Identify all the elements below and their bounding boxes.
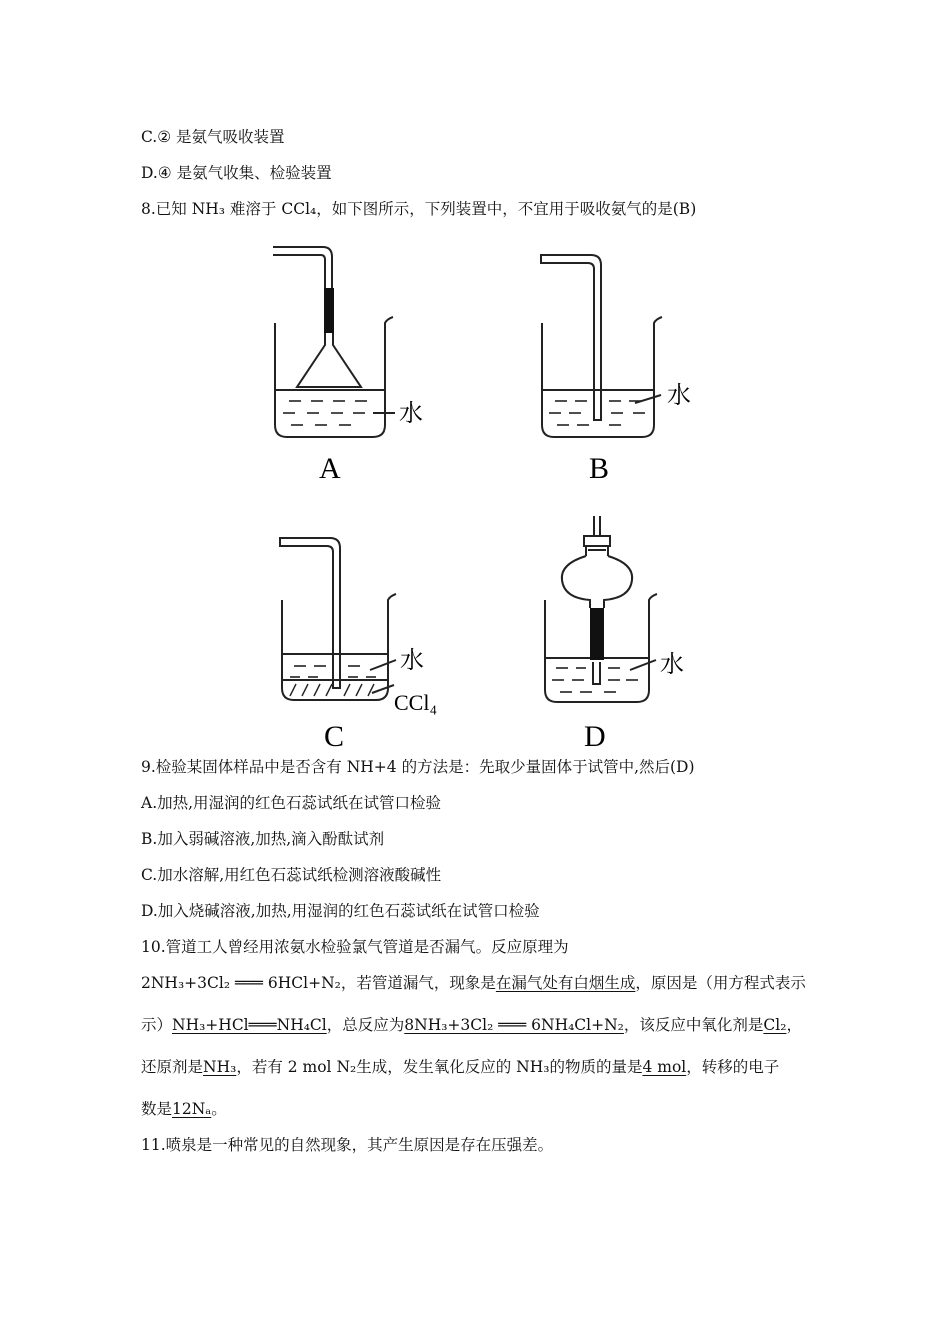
- option-9c: C.加水溶解,用红色石蕊试纸检测溶液酸碱性: [141, 866, 442, 884]
- apparatus-b: [525, 235, 705, 485]
- water-label: 水: [400, 648, 424, 674]
- answer-total-reaction: 8NH₃+3Cl₂ ═══ 6NH₄Cl+N₂: [404, 1016, 624, 1034]
- question-11: 11.喷泉是一种常见的自然现象，其产生原因是存在压强差。: [141, 1136, 554, 1154]
- label-a: A: [319, 452, 341, 485]
- q10-line-4: 数是12Nₐ。: [141, 1100, 227, 1118]
- option-9d: D.加入烧碱溶液,加热,用湿润的红色石蕊试纸在试管口检验: [141, 902, 540, 920]
- answer-electrons: 12Nₐ: [172, 1100, 212, 1118]
- option-d: D.④ 是氨气收集、检验装置: [141, 164, 332, 182]
- option-9a: A.加热,用湿润的红色石蕊试纸在试管口检验: [141, 794, 442, 812]
- option-9b: B.加入弱碱溶液,加热,滴入酚酞试剂: [141, 830, 385, 848]
- label-c: C: [324, 720, 345, 752]
- water-label: 水: [399, 401, 423, 427]
- option-c: C.② 是氨气吸收装置: [141, 128, 285, 146]
- q10-line-2: 示）NH₃+HCl═══NH₄Cl，总反应为8NH₃+3Cl₂ ═══ 6NH₄Cl+N₂，该反应中氧化剂是Cl₂，: [141, 1016, 802, 1034]
- question-8: 8.已知 NH₃ 难溶于 CCl₄，如下图所示，下列装置中，不宜用于吸收氨气的是(B): [141, 200, 697, 218]
- answer-equation: NH₃+HCl═══NH₄Cl: [172, 1016, 327, 1034]
- apparatus-d: [520, 512, 720, 752]
- water-label: 水: [660, 652, 684, 678]
- answer-reductant: NH₃: [203, 1058, 237, 1076]
- answer-oxidant: Cl₂: [763, 1016, 787, 1034]
- label-d: D: [584, 720, 606, 752]
- rubber-tube: [324, 288, 334, 333]
- reaction-equation: 2NH₃+3Cl₂ ═══ 6HCl+N₂: [141, 974, 341, 992]
- q10-line-3: 还原剂是NH₃，若有 2 mol N₂生成，发生氧化反应的 NH₃的物质的量是4 mol，转移的电子: [141, 1058, 780, 1076]
- question-10: 10.管道工人曾经用浓氨水检验氯气管道是否漏气。反应原理为: [141, 938, 569, 956]
- label-b: B: [589, 452, 610, 485]
- answer-phenomenon: 在漏气处有白烟生成: [495, 974, 636, 992]
- rubber-tube: [590, 608, 604, 660]
- question-9: 9.检验某固体样品中是否含有 NH+4 的方法是：先取少量固体于试管中,然后(D): [141, 758, 695, 776]
- answer-amount: 4 mol: [642, 1058, 687, 1076]
- ccl4-label: CCl₄: [394, 690, 438, 715]
- apparatus-c: [260, 530, 460, 752]
- q10-line-1: 2NH₃+3Cl₂ ═══ 6HCl+N₂，若管道漏气，现象是在漏气处有白烟生成，原因是（用方程式表示: [141, 974, 806, 992]
- water-label: 水: [667, 383, 691, 409]
- apparatus-a: [255, 235, 435, 485]
